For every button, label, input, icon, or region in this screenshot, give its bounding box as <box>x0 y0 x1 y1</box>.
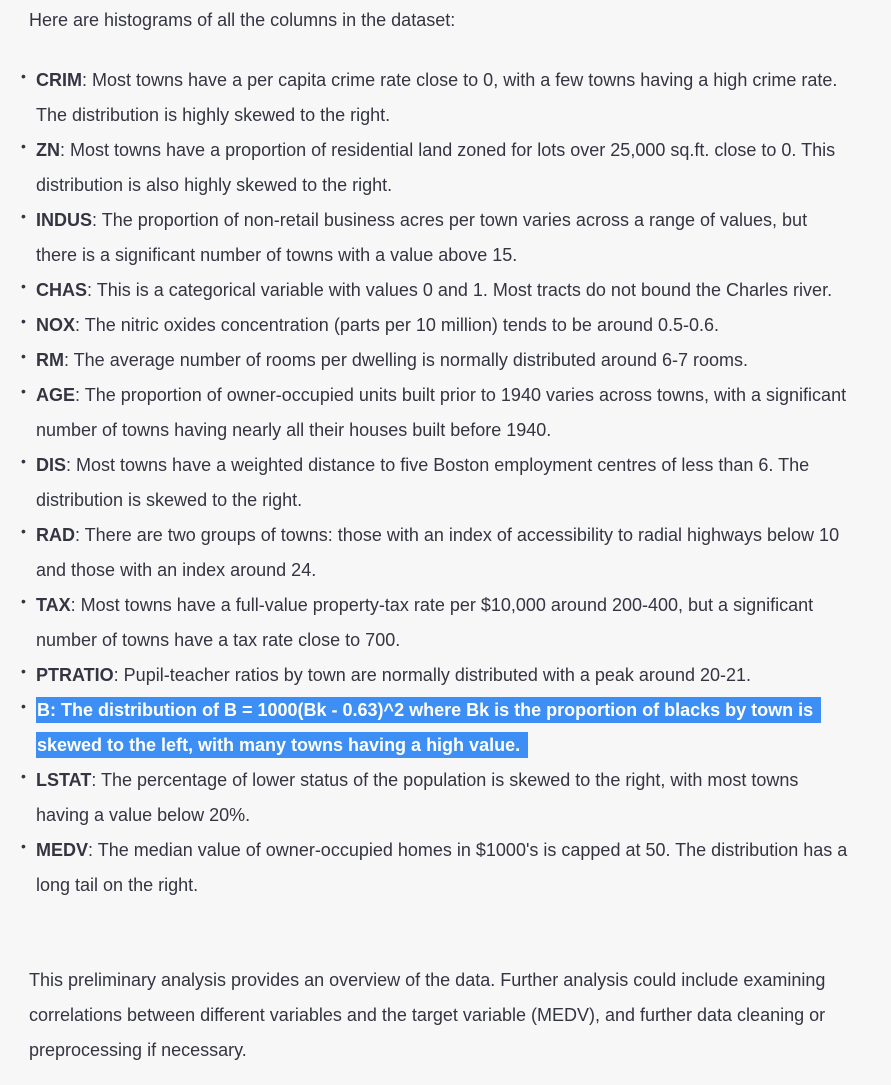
column-name: DIS <box>36 455 67 475</box>
bullet-icon: • <box>21 698 26 714</box>
list-item <box>0 133 891 203</box>
bullet-icon: • <box>21 348 26 364</box>
column-description: : This is a categorical variable with values 0 and 1. Most tracts do not bound the Charles river. <box>87 280 833 300</box>
bullet-icon: • <box>21 593 26 609</box>
list-item <box>0 378 891 448</box>
column-description: : The proportion of non-retail business acres per town varies across a range of values, but there is a significant number of towns with a value above 15. <box>36 210 808 265</box>
column-description: : The median value of owner-occupied homes in $1000's is capped at 50. The distribution has a long tail on the right. <box>36 840 848 895</box>
column-name: LSTAT <box>36 770 92 790</box>
list-item <box>0 518 891 588</box>
column-name: RAD <box>36 525 75 545</box>
column-name: AGE <box>36 385 76 405</box>
bullet-icon: • <box>21 523 26 539</box>
bullet-icon: • <box>21 838 26 854</box>
column-description: : Most towns have a full-value property-tax rate per $10,000 around 200-400, but a significant number of towns have a tax rate close to 700. <box>36 595 814 650</box>
column-description-list <box>0 63 891 903</box>
list-item <box>0 448 891 518</box>
column-name: B <box>37 700 50 720</box>
bullet-icon: • <box>21 138 26 154</box>
column-description: : The nitric oxides concentration (parts per 10 million) tends to be around 0.5-0.6. <box>75 315 720 335</box>
selected-text-highlight[interactable] <box>36 697 821 758</box>
bullet-icon: • <box>21 453 26 469</box>
column-name: RM <box>36 350 64 370</box>
intro-text: Here are histograms of all the columns in the dataset: <box>29 10 456 30</box>
column-description: : The percentage of lower status of the population is skewed to the right, with most towns having a value below 20%. <box>36 770 799 825</box>
column-name: INDUS <box>36 210 93 230</box>
column-name: TAX <box>36 595 71 615</box>
bullet-icon: • <box>21 278 26 294</box>
bullet-icon: • <box>21 313 26 329</box>
column-name: PTRATIO <box>36 665 114 685</box>
bullet-icon: • <box>21 663 26 679</box>
column-description: : The distribution of B = 1000(Bk - 0.63)^2 where Bk is the proportion of blacks by town is skewed to the left, with many towns having a high value. <box>37 700 814 755</box>
list-item <box>0 343 891 378</box>
list-item <box>0 308 891 343</box>
column-name: MEDV <box>36 840 89 860</box>
list-item <box>0 693 891 763</box>
bullet-icon: • <box>21 208 26 224</box>
column-name: NOX <box>36 315 76 335</box>
column-name: ZN <box>36 140 60 160</box>
column-description: : Most towns have a proportion of residential land zoned for lots over 25,000 sq.ft. close to 0. This distribution is also highly skewed to the right. <box>36 140 836 195</box>
column-description: : Most towns have a weighted distance to five Boston employment centres of less than 6. The distribution is skewed to the right. <box>36 455 810 510</box>
bullet-icon: • <box>21 383 26 399</box>
list-item <box>0 588 891 658</box>
bullet-icon: • <box>21 768 26 784</box>
column-description: : The average number of rooms per dwelling is normally distributed around 6-7 rooms. <box>64 350 748 370</box>
column-description: : Pupil-teacher ratios by town are normally distributed with a peak around 20-21. <box>113 665 752 685</box>
column-name: CHAS <box>36 280 88 300</box>
list-item <box>0 63 891 133</box>
list-item <box>0 833 891 903</box>
list-item <box>0 763 891 833</box>
outro-text: This preliminary analysis provides an overview of the data. Further analysis could include examining correlations between different variables and the target variable (MEDV), and further data cleaning or preprocessing if necessary. <box>29 970 826 1060</box>
column-description: : The proportion of owner-occupied units built prior to 1940 varies across towns, with a significant number of towns having nearly all their houses built before 1940. <box>36 385 847 440</box>
column-description: : Most towns have a per capita crime rate close to 0, with a few towns having a high crime rate. The distribution is highly skewed to the right. <box>36 70 838 125</box>
column-name: CRIM <box>36 70 82 90</box>
list-item <box>0 203 891 273</box>
column-description: : There are two groups of towns: those with an index of accessibility to radial highways below 10 and those with an index around 24. <box>36 525 840 580</box>
list-item <box>0 658 891 693</box>
list-item <box>0 273 891 308</box>
bullet-icon: • <box>21 68 26 84</box>
